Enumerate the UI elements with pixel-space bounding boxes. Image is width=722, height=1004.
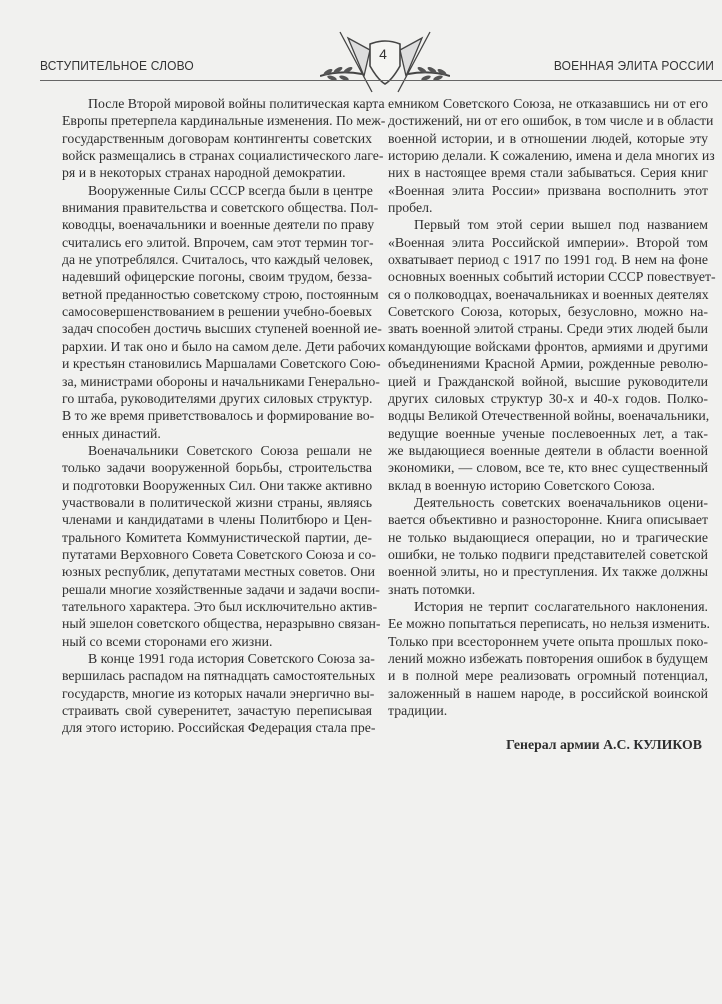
text-line: задач способен достичь высших ступеней военной ие- [62,321,382,337]
text-line: Только при всестороннем учете опыта прошлых поко- [388,633,708,649]
text-line: же выдающиеся военные деятели в области военной [388,442,708,458]
text-line: них в настоящее время стали забываться. Серия книг [388,165,708,181]
text-line: ся о полководцах, военачальниках и военных деятелях [388,286,709,302]
text-line: ветной преданностью советскому строю, постоянным [62,286,379,302]
text-line: «Военная элита Российской империи». Второй том [388,234,708,250]
text-line: других силовых структур 30-х и 40-х годов. Полко- [388,390,708,406]
text-line: ведущие военные ученые послевоенных лет, а так- [388,425,708,441]
text-line: тательного характера. Это был исключительно актив- [62,598,378,614]
text-line: водцы Великой Отечественной войны, военачальники, [388,408,710,424]
page-number: 4 [379,46,387,62]
text-line: пробел. [388,200,433,216]
text-line: звать военной элитой страны. Среди этих людей были [388,321,708,337]
text-line: вклад в военную историю Советского Союза. [388,477,655,493]
text-line: да не употреблялся. Считалось, что каждый человек, [62,252,374,268]
text-line: достижений, ни от его ошибок, в том числе и в области [388,113,714,129]
text-line: Европы претерпела кардинальные изменения. По меж- [62,113,386,129]
text-line: и крестьян становились Маршалами Советского Сою- [62,356,381,372]
text-line: основных военных событий истории СССР повествует- [388,269,716,285]
text-line: войск размещались в странах социалистического лаге- [62,148,384,164]
running-header-section-title: ВСТУПИТЕЛЬНОЕ СЛОВО [40,58,194,73]
text-line: государств, многие из которых начали энергично вы- [62,685,375,701]
text-line: Первый том этой серии вышел под названием [414,217,708,233]
text-column-left [62,95,386,737]
text-line: Военачальники Советского Союза решали не [88,442,372,458]
text-line: считались его элитой. Впрочем, сам этот термин тог- [62,234,374,250]
header-rule [40,80,722,81]
paragraph [62,442,381,650]
paragraph [388,216,716,494]
text-line: участвовали в политической жизни страны, являясь [62,494,372,510]
text-line: членами и кандидатами в члены Политбюро и Цен- [62,512,372,528]
text-line: экономики, — словом, все те, кто внес существенный [388,460,708,476]
text-line: ошибки, не только подвиги представителей советской [388,546,708,562]
text-line: ководцы, военачальники и военные деятели по праву [62,217,375,233]
text-line: для этого историю. Российская Федерация стала пре- [62,720,376,736]
text-line: внимания правительства и советского общества. Пол- [62,200,379,216]
text-line: самосовершенствованием в решении учебно-боевых [62,304,373,320]
paragraph [62,182,386,442]
text-line: надевший офицерские погоны, своим трудом, безза- [62,269,372,285]
paragraph [388,598,708,719]
text-line: В конце 1991 года история Советского Союза за- [88,651,375,666]
text-line: командующие войсками фронтов, армиями и другими [388,338,708,354]
paragraph [62,95,386,182]
text-line: государственным договорам контингенты советских [62,130,372,146]
paragraph [388,494,708,598]
text-line: енных династий. [62,425,161,441]
text-line: Ее можно попытаться переписать, но нельзя изменить. [388,616,710,632]
paragraph [388,95,715,216]
text-line: рархии. И так оно и было на самом деле. Дети рабочих [62,338,386,354]
text-line: и в полной мере реализовать огромный потенциал, [388,668,708,684]
text-line: решали многие хозяйственные задачи и задачи воспи- [62,581,380,597]
text-line: го штаба, руководителями других силовых структур. [62,390,373,406]
text-line: вается объективно и разносторонне. Книга описывает [388,512,708,528]
text-line: История не терпит сослагательного наклонения. [414,598,708,614]
text-line: заложенный в нашем народе, в российской воинской [388,685,708,701]
text-line: вершилась распадом на пятнадцать самостоятельных [62,668,376,684]
text-line: только задачи вооруженной борьбы, строительства [62,460,372,476]
text-line: военной элиты, но и преступления. Их также должны [388,564,708,580]
running-header-book-title: ВОЕННАЯ ЭЛИТА РОССИИ [553,58,714,73]
text-line: не только выдающиеся операции, но и трагические [388,529,708,545]
text-line: Вооруженные Силы СССР всегда были в центре [88,182,373,198]
author-signature: Генерал армии А.С. КУЛИКОВ [506,737,702,753]
text-line: трального Комитета Коммунистической партии, де- [62,529,372,545]
text-line: охватывает период с 1917 по 1991 год. В нем на фоне [388,252,708,268]
text-line: ный со всеми сторонами его жизни. [62,633,273,649]
text-line: емником Советского Союза, не отказавшись ни от его [388,96,708,111]
paragraph [62,650,376,737]
text-line: объединениями Красной Армии, рожденные револю- [388,356,708,372]
text-line: ря и в некоторых странах народной демократии. [62,165,346,181]
text-line: В то же время приветствовалось и формирование во- [62,408,375,424]
text-column-right [388,95,716,754]
text-line: Советского Союза, которых, безусловно, можно на- [388,304,708,320]
text-line: юзных республик, депутатами местных советов. Они [62,564,375,580]
text-line: путатами Верховного Совета Советского Союза и со- [62,546,376,562]
text-line: историю делали. К сожалению, имена и дела многих из [388,148,715,164]
text-line: за, министрами обороны и начальниками Генерально- [62,373,380,389]
text-line: лений можно избежать повторения ошибок в будущем [388,651,708,666]
text-line: и подготовки Вооруженных Сил. Они также активно [62,477,373,493]
text-line: ный эшелон советского общества, неразрывно связан- [62,616,381,632]
text-line: традиции. [388,703,448,719]
text-line: цией и Гражданской войной, высшие руководители [388,373,708,389]
text-line: После Второй мировой войны политическая карта [88,96,385,111]
text-line: страивать свой суверенитет, зачастую переписывая [62,703,372,719]
text-line: военной истории, и в отношении людей, которые эту [388,130,708,146]
text-line: Деятельность советских военачальников оцени- [414,494,708,510]
text-line: «Военная элита России» призвана восполнить этот [388,182,708,198]
text-line: знать потомки. [388,581,476,597]
